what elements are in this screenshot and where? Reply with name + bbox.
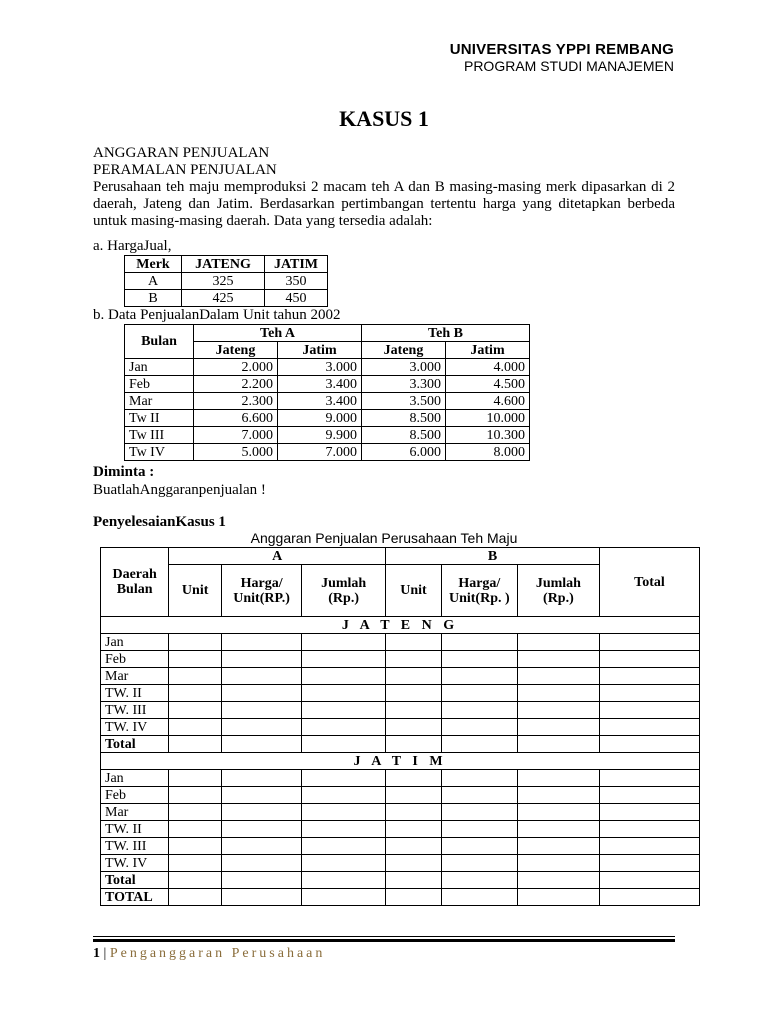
empty-cell — [169, 702, 222, 719]
empty-cell — [517, 634, 599, 651]
table-row — [125, 410, 530, 427]
section-row-jateng — [101, 617, 700, 634]
empty-cell — [169, 736, 222, 753]
empty-cell — [302, 889, 386, 906]
sales-value: 2.200 — [194, 376, 278, 393]
table-row — [101, 702, 700, 719]
empty-cell — [222, 787, 302, 804]
empty-cell — [386, 668, 442, 685]
empty-cell — [441, 668, 517, 685]
empty-cell — [222, 702, 302, 719]
empty-cell — [441, 770, 517, 787]
empty-cell — [517, 719, 599, 736]
empty-cell — [386, 804, 442, 821]
row-label: TW. IV — [101, 855, 169, 872]
empty-cell — [169, 821, 222, 838]
empty-cell — [302, 702, 386, 719]
sales-value: 10.300 — [446, 427, 530, 444]
empty-cell — [386, 889, 442, 906]
price-header-jatim: JATIM — [265, 256, 328, 273]
empty-cell — [517, 872, 599, 889]
empty-cell — [302, 855, 386, 872]
empty-cell — [599, 855, 699, 872]
table-row — [101, 889, 700, 906]
sales-value: 3.400 — [278, 376, 362, 393]
empty-cell — [517, 702, 599, 719]
empty-cell — [599, 838, 699, 855]
table-row — [101, 838, 700, 855]
sales-header-teh-a: Teh A — [194, 325, 362, 342]
price-header-merk: Merk — [125, 256, 182, 273]
empty-cell — [169, 651, 222, 668]
item-b-label: b. Data PenjualanDalam Unit tahun 2002 — [93, 307, 341, 323]
sales-value: 3.400 — [278, 393, 362, 410]
budget-caption: Anggaran Penjualan Perusahaan Teh Maju — [250, 530, 518, 546]
sales-value: 9.000 — [278, 410, 362, 427]
row-label: Jan — [101, 634, 169, 651]
sales-month: Jan — [125, 359, 194, 376]
table-row — [101, 719, 700, 736]
page-title: KASUS 1 — [339, 106, 429, 131]
empty-cell — [599, 787, 699, 804]
price-cell: 450 — [265, 290, 328, 307]
table-row — [125, 376, 530, 393]
table-row — [101, 651, 700, 668]
table-row — [125, 325, 530, 342]
jateng-rows — [101, 634, 700, 753]
page-number: 1 — [93, 946, 100, 961]
sales-value: 2.300 — [194, 393, 278, 410]
empty-cell — [441, 634, 517, 651]
subtitle-budget: ANGGARAN PENJUALAN — [93, 145, 270, 161]
empty-cell — [441, 872, 517, 889]
row-label: Feb — [101, 787, 169, 804]
empty-cell — [441, 889, 517, 906]
empty-cell — [517, 770, 599, 787]
empty-cell — [599, 719, 699, 736]
budget-header-unit: Unit — [169, 565, 222, 617]
empty-cell — [386, 736, 442, 753]
price-header-jateng: JATENG — [182, 256, 265, 273]
sales-value: 2.000 — [194, 359, 278, 376]
empty-cell — [302, 787, 386, 804]
empty-cell — [386, 872, 442, 889]
sales-month: Feb — [125, 376, 194, 393]
empty-cell — [302, 821, 386, 838]
empty-cell — [599, 804, 699, 821]
price-cell: A — [125, 273, 182, 290]
empty-cell — [222, 838, 302, 855]
empty-cell — [222, 668, 302, 685]
row-label: TOTAL — [101, 889, 169, 906]
empty-cell — [222, 719, 302, 736]
row-label: TW. III — [101, 702, 169, 719]
sales-table — [124, 324, 530, 461]
page-footer — [93, 946, 325, 962]
table-row — [125, 290, 328, 307]
table-row — [101, 736, 700, 753]
sales-value: 9.900 — [278, 427, 362, 444]
empty-cell — [222, 685, 302, 702]
empty-cell — [441, 702, 517, 719]
empty-cell — [302, 668, 386, 685]
empty-cell — [441, 855, 517, 872]
empty-cell — [386, 702, 442, 719]
row-label: TW. II — [101, 821, 169, 838]
empty-cell — [441, 804, 517, 821]
sales-value: 4.600 — [446, 393, 530, 410]
empty-cell — [441, 651, 517, 668]
instruction-text: BuatlahAnggaranpenjualan ! — [93, 482, 266, 498]
empty-cell — [302, 770, 386, 787]
empty-cell — [169, 668, 222, 685]
empty-cell — [222, 634, 302, 651]
empty-cell — [386, 719, 442, 736]
budget-header-group-b: B — [386, 548, 600, 565]
empty-cell — [386, 821, 442, 838]
sales-value: 6.000 — [362, 444, 446, 461]
empty-cell — [517, 787, 599, 804]
sales-subheader: Jatim — [446, 342, 530, 359]
empty-cell — [169, 804, 222, 821]
row-label: Total — [101, 736, 169, 753]
sales-value: 7.000 — [194, 427, 278, 444]
sales-month: Tw II — [125, 410, 194, 427]
table-row — [125, 273, 328, 290]
empty-cell — [302, 838, 386, 855]
footer-separator: | — [103, 946, 107, 961]
budget-header-group-a: A — [169, 548, 386, 565]
empty-cell — [222, 770, 302, 787]
empty-cell — [169, 787, 222, 804]
empty-cell — [222, 889, 302, 906]
sales-subheader: Jateng — [194, 342, 278, 359]
empty-cell — [599, 821, 699, 838]
table-row — [101, 804, 700, 821]
price-cell: 325 — [182, 273, 265, 290]
footer-divider — [93, 936, 675, 937]
table-row — [101, 668, 700, 685]
empty-cell — [441, 719, 517, 736]
price-cell: 350 — [265, 273, 328, 290]
empty-cell — [302, 804, 386, 821]
empty-cell — [599, 736, 699, 753]
empty-cell — [386, 685, 442, 702]
jatim-rows — [101, 770, 700, 906]
empty-cell — [386, 838, 442, 855]
table-row — [125, 444, 530, 461]
sales-month: Tw III — [125, 427, 194, 444]
row-label: TW. II — [101, 685, 169, 702]
empty-cell — [222, 804, 302, 821]
price-table — [124, 255, 328, 307]
budget-header-daerah: Daerah Bulan — [101, 548, 169, 617]
section-label-jateng: J A T E N G — [101, 617, 700, 634]
empty-cell — [517, 685, 599, 702]
sales-month: Tw IV — [125, 444, 194, 461]
empty-cell — [169, 855, 222, 872]
empty-cell — [222, 821, 302, 838]
empty-cell — [599, 702, 699, 719]
sales-value: 3.500 — [362, 393, 446, 410]
price-cell: B — [125, 290, 182, 307]
empty-cell — [599, 634, 699, 651]
program-name: PROGRAM STUDI MANAJEMEN — [463, 58, 674, 74]
row-label: TW. IV — [101, 719, 169, 736]
empty-cell — [517, 651, 599, 668]
price-cell: 425 — [182, 290, 265, 307]
sales-header-teh-b: Teh B — [362, 325, 530, 342]
empty-cell — [441, 787, 517, 804]
table-row — [101, 634, 700, 651]
empty-cell — [302, 634, 386, 651]
solution-title: PenyelesaianKasus 1 — [93, 514, 226, 530]
table-row — [101, 821, 700, 838]
empty-cell — [517, 855, 599, 872]
footer-divider-thick — [93, 939, 675, 942]
table-row — [101, 872, 700, 889]
empty-cell — [386, 770, 442, 787]
section-row-jatim — [101, 753, 700, 770]
sales-value: 5.000 — [194, 444, 278, 461]
empty-cell — [517, 736, 599, 753]
empty-cell — [517, 838, 599, 855]
row-label: TW. III — [101, 838, 169, 855]
budget-header-unit: Unit — [386, 565, 442, 617]
sales-value: 3.000 — [278, 359, 362, 376]
empty-cell — [441, 736, 517, 753]
empty-cell — [441, 821, 517, 838]
table-row — [101, 685, 700, 702]
budget-header-harga: Harga/ Unit(RP.) — [222, 565, 302, 617]
sales-value: 8.500 — [362, 427, 446, 444]
empty-cell — [302, 872, 386, 889]
empty-cell — [599, 770, 699, 787]
budget-table — [100, 547, 700, 906]
budget-header-total: Total — [599, 548, 699, 617]
empty-cell — [517, 668, 599, 685]
university-name: UNIVERSITAS YPPI REMBANG — [449, 41, 674, 58]
empty-cell — [169, 872, 222, 889]
table-row — [125, 393, 530, 410]
sales-subheader: Jatim — [278, 342, 362, 359]
empty-cell — [599, 651, 699, 668]
empty-cell — [386, 634, 442, 651]
table-row — [125, 427, 530, 444]
budget-header-jumlah: Jumlah (Rp.) — [517, 565, 599, 617]
empty-cell — [599, 668, 699, 685]
sales-value: 4.500 — [446, 376, 530, 393]
empty-cell — [386, 787, 442, 804]
empty-cell — [222, 855, 302, 872]
sales-value: 7.000 — [278, 444, 362, 461]
row-label: Mar — [101, 804, 169, 821]
empty-cell — [517, 821, 599, 838]
row-label: Total — [101, 872, 169, 889]
row-label: Mar — [101, 668, 169, 685]
empty-cell — [386, 855, 442, 872]
sales-header-bulan: Bulan — [125, 325, 194, 359]
empty-cell — [169, 719, 222, 736]
empty-cell — [386, 651, 442, 668]
table-row — [125, 256, 328, 273]
empty-cell — [599, 872, 699, 889]
sales-value: 6.600 — [194, 410, 278, 427]
sales-subheader: Jateng — [362, 342, 446, 359]
empty-cell — [222, 736, 302, 753]
empty-cell — [222, 872, 302, 889]
empty-cell — [599, 685, 699, 702]
table-row — [101, 787, 700, 804]
sales-value: 8.000 — [446, 444, 530, 461]
empty-cell — [169, 634, 222, 651]
sales-value: 8.500 — [362, 410, 446, 427]
empty-cell — [302, 685, 386, 702]
empty-cell — [441, 838, 517, 855]
budget-header-jumlah: Jumlah (Rp.) — [302, 565, 386, 617]
empty-cell — [169, 685, 222, 702]
sales-value: 4.000 — [446, 359, 530, 376]
row-label: Feb — [101, 651, 169, 668]
empty-cell — [517, 889, 599, 906]
empty-cell — [517, 804, 599, 821]
empty-cell — [169, 838, 222, 855]
empty-cell — [441, 685, 517, 702]
empty-cell — [169, 770, 222, 787]
sales-month: Mar — [125, 393, 194, 410]
row-label: Jan — [101, 770, 169, 787]
subtitle-forecast: PERAMALAN PENJUALAN — [93, 162, 277, 178]
empty-cell — [302, 651, 386, 668]
item-a-label: a. HargaJual, — [93, 238, 172, 254]
empty-cell — [222, 651, 302, 668]
table-row — [101, 770, 700, 787]
empty-cell — [169, 889, 222, 906]
table-row — [101, 548, 700, 565]
diminta-label: Diminta : — [93, 464, 155, 480]
empty-cell — [599, 889, 699, 906]
empty-cell — [302, 719, 386, 736]
table-row — [101, 855, 700, 872]
sales-value: 3.000 — [362, 359, 446, 376]
budget-header-harga: Harga/ Unit(Rp. ) — [441, 565, 517, 617]
sales-value: 10.000 — [446, 410, 530, 427]
sales-value: 3.300 — [362, 376, 446, 393]
table-row — [125, 359, 530, 376]
section-label-jatim: J A T I M — [101, 753, 700, 770]
footer-text: Penganggaran Perusahaan — [109, 946, 326, 961]
empty-cell — [302, 736, 386, 753]
case-paragraph: Perusahaan teh maju memproduksi 2 macam teh A dan B masing-masing merk dipasarkan di 2 daerah, Jateng dan Jatim. Berdasarkan pertimbangan tertentu harga yang ditetapkan berbeda untuk masing-masing daerah. Data yang tersedia adalah: — [93, 179, 675, 229]
